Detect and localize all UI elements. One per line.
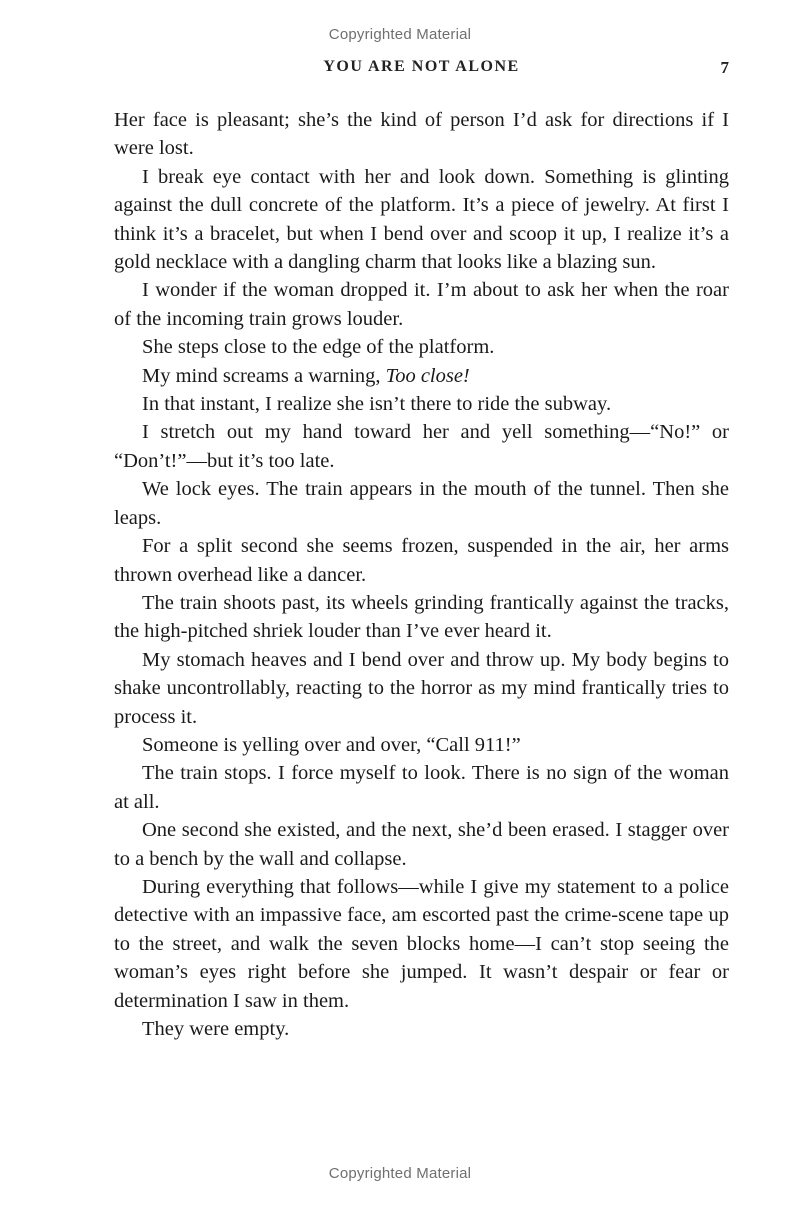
paragraph-text: My mind screams a warning, bbox=[142, 364, 386, 387]
running-head bbox=[114, 58, 729, 80]
paragraph: I stretch out my hand toward her and yell something—“No!” or “Don’t!”—but it’s too late. bbox=[114, 421, 729, 472]
paragraph: The train stops. I force myself to look. There is no sign of the woman at all. bbox=[114, 762, 729, 813]
watermark-bottom: Copyrighted Material bbox=[328, 1165, 472, 1182]
paragraph: Her face is pleasant; she’s the kind of person I’d ask for directions if I were lost. bbox=[114, 109, 729, 160]
page-number: 7 bbox=[720, 58, 729, 77]
paragraph: One second she existed, and the next, she’d been erased. I stagger over to a bench by the wall and collapse. bbox=[114, 819, 729, 870]
paragraph: For a split second she seems frozen, suspended in the air, her arms thrown overhead like a dancer. bbox=[114, 535, 729, 586]
paragraph bbox=[114, 362, 729, 390]
paragraph: I wonder if the woman dropped it. I’m about to ask her when the roar of the incoming train grows louder. bbox=[114, 279, 729, 330]
paragraph: They were empty. bbox=[142, 1018, 290, 1040]
paragraph: Someone is yelling over and over, “Call 911!” bbox=[142, 733, 521, 756]
body-text bbox=[114, 106, 729, 1043]
paragraph: She steps close to the edge of the platform. bbox=[142, 336, 495, 359]
paragraph: I break eye contact with her and look down. Something is glinting against the dull concrete of the platform. It’s a piece of jewelry. At first I think it’s a bracelet, but when I bend over and scoop it up, I realize it’s a gold necklace with a dangling charm that looks like a blazing sun. bbox=[114, 165, 729, 274]
paragraph: In that instant, I realize she isn’t there to ride the subway. bbox=[142, 393, 612, 416]
italic-thought: Too close! bbox=[385, 364, 470, 387]
watermark-top: Copyrighted Material bbox=[328, 26, 472, 43]
paragraph: During everything that follows—while I give my statement to a police detective with an impassive face, am escorted past the crime-scene tape up to the street, and walk the seven blocks home—I can’t stop seeing the woman’s eyes right before she jumped. It wasn’t despair or fear or determination I saw in them. bbox=[114, 875, 729, 1012]
paragraph: The train shoots past, its wheels grinding frantically against the tracks, the high-pitched shriek louder than I’ve ever heard it. bbox=[114, 591, 729, 643]
running-title: YOU ARE NOT ALONE bbox=[323, 58, 520, 75]
paragraph: We lock eyes. The train appears in the mouth of the tunnel. Then she leaps. bbox=[114, 478, 729, 529]
paragraph: My stomach heaves and I bend over and throw up. My body begins to shake uncontrollably, reacting to the horror as my mind frantically tries to process it. bbox=[114, 648, 729, 728]
